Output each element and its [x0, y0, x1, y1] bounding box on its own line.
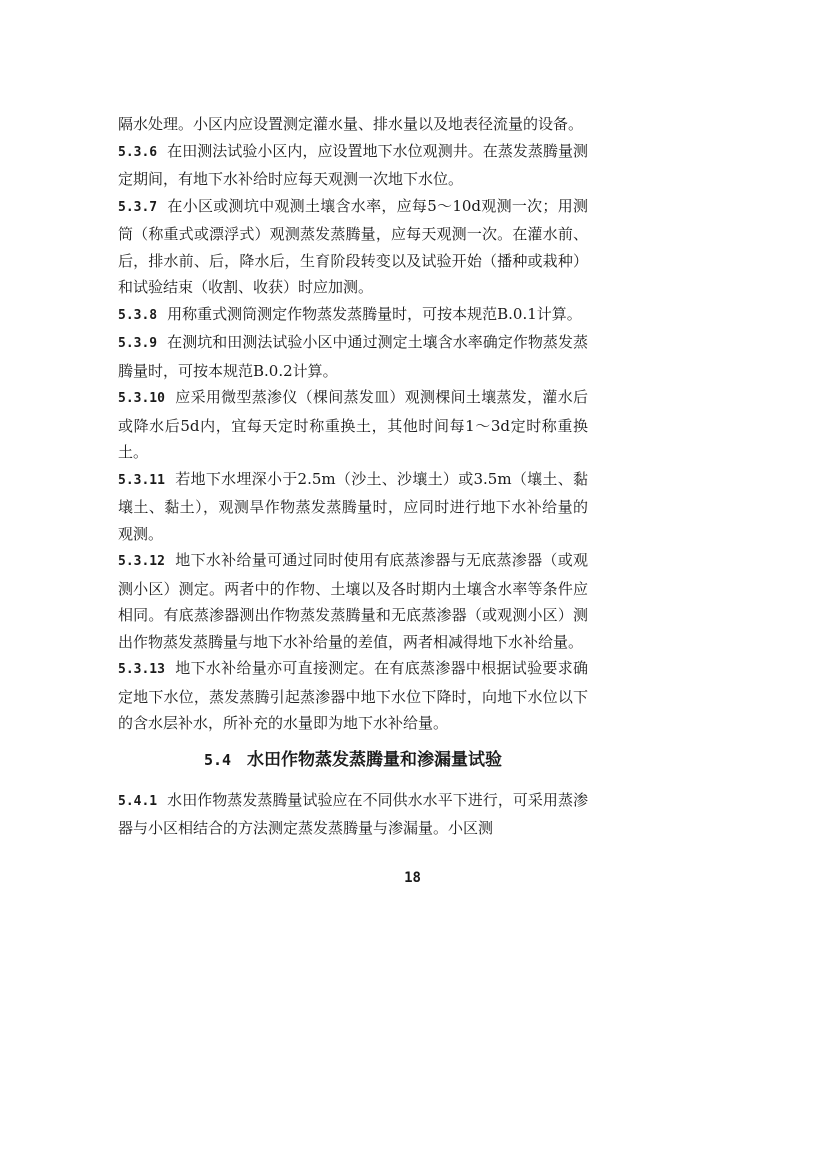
clause-text: 在小区或测坑中观测土壤含水率，应每5～10d观测一次；用测筒（称重式或漂浮式）观测蒸发蒸腾量，应每天观测一次。在灌水前、后，排水前、后，降水后，生育阶段转变以及试验开始（播种或栽种）和试验结束（收割、收获）时应加测。 [118, 196, 588, 296]
clause-paragraph [118, 547, 588, 655]
clause-paragraph [118, 466, 588, 548]
clause-text: 用称重式测筒测定作物蒸发蒸腾量时，可按本规范B.0.1计算。 [167, 304, 582, 323]
clause-number: 5.3.12 [118, 554, 165, 569]
page-number: 18 [404, 870, 421, 886]
clause-text: 应采用微型蒸渗仪（棵间蒸发皿）观测棵间土壤蒸发，灌水后或降水后5d内，宜每天定时称重换土，其他时间每1～3d定时称重换土。 [118, 388, 588, 461]
clause-text: 水田作物蒸发蒸腾量试验应在不同供水水平下进行，可采用蒸渗器与小区相结合的方法测定蒸发蒸腾量与渗漏量。小区测 [118, 790, 588, 837]
clause-paragraph [118, 329, 588, 384]
section-number: 5.4 [203, 750, 232, 769]
clause-paragraph [118, 138, 588, 193]
clause-paragraph [118, 193, 588, 301]
clause-text: 在田测法试验小区内，应设置地下水位观测井。在蒸发蒸腾量测定期间，有地下水补给时应每天观测一次地下水位。 [118, 141, 588, 188]
clause-number: 5.4.1 [118, 793, 158, 809]
clause-number: 5.3.11 [118, 472, 165, 488]
clause-number: 5.3.7 [118, 199, 158, 215]
clause-text: 地下水补给量亦可直接测定。在有底蒸渗器中根据试验要求确定地下水位，蒸发蒸腾引起蒸渗器中地下水位下降时，向地下水位以下的含水层补水，所补充的水量即为地下水补给量。 [118, 659, 588, 732]
clause-number: 5.3.6 [118, 144, 158, 160]
section-heading [118, 745, 588, 775]
paragraph-list [118, 111, 588, 737]
clause-text: 若地下水埋深小于2.5m（沙土、沙壤土）或3.5m（壤土、黏壤土、黏土），观测旱作物蒸发蒸腾量时，应同时进行地下水补给量的观测。 [118, 469, 588, 543]
document-body [118, 111, 588, 842]
clause-paragraph [118, 301, 588, 330]
section-title: 水田作物蒸发蒸腾量和渗漏量试验 [247, 749, 503, 770]
clause-text: 地下水补给量可通过同时使用有底蒸渗器与无底蒸渗器（或观测小区）测定。两者中的作物、土壤以及各时期内土壤含水率等条件应相同。有底蒸渗器测出作物蒸发蒸腾量和无底蒸渗器（或观测小区）测出作物蒸发蒸腾量与地下水补给量的差值，两者相减得地下水补给量。 [118, 551, 588, 651]
clause-number: 5.3.10 [118, 391, 165, 406]
paragraph-list-after [118, 787, 588, 842]
clause-number: 5.3.9 [118, 336, 158, 351]
clause-text: 隔水处理。小区内应设置测定灌水量、排水量以及地表径流量的设备。 [118, 115, 584, 133]
clause-paragraph [118, 787, 588, 842]
clause-number: 5.3.8 [118, 307, 158, 323]
clause-text: 在测坑和田测法试验小区中通过测定土壤含水率确定作物蒸发蒸腾量时，可按本规范B.0.2计算。 [118, 333, 588, 380]
clause-number: 5.3.13 [118, 662, 165, 677]
clause-paragraph [118, 111, 588, 138]
clause-paragraph [118, 655, 588, 737]
clause-paragraph [118, 384, 588, 466]
